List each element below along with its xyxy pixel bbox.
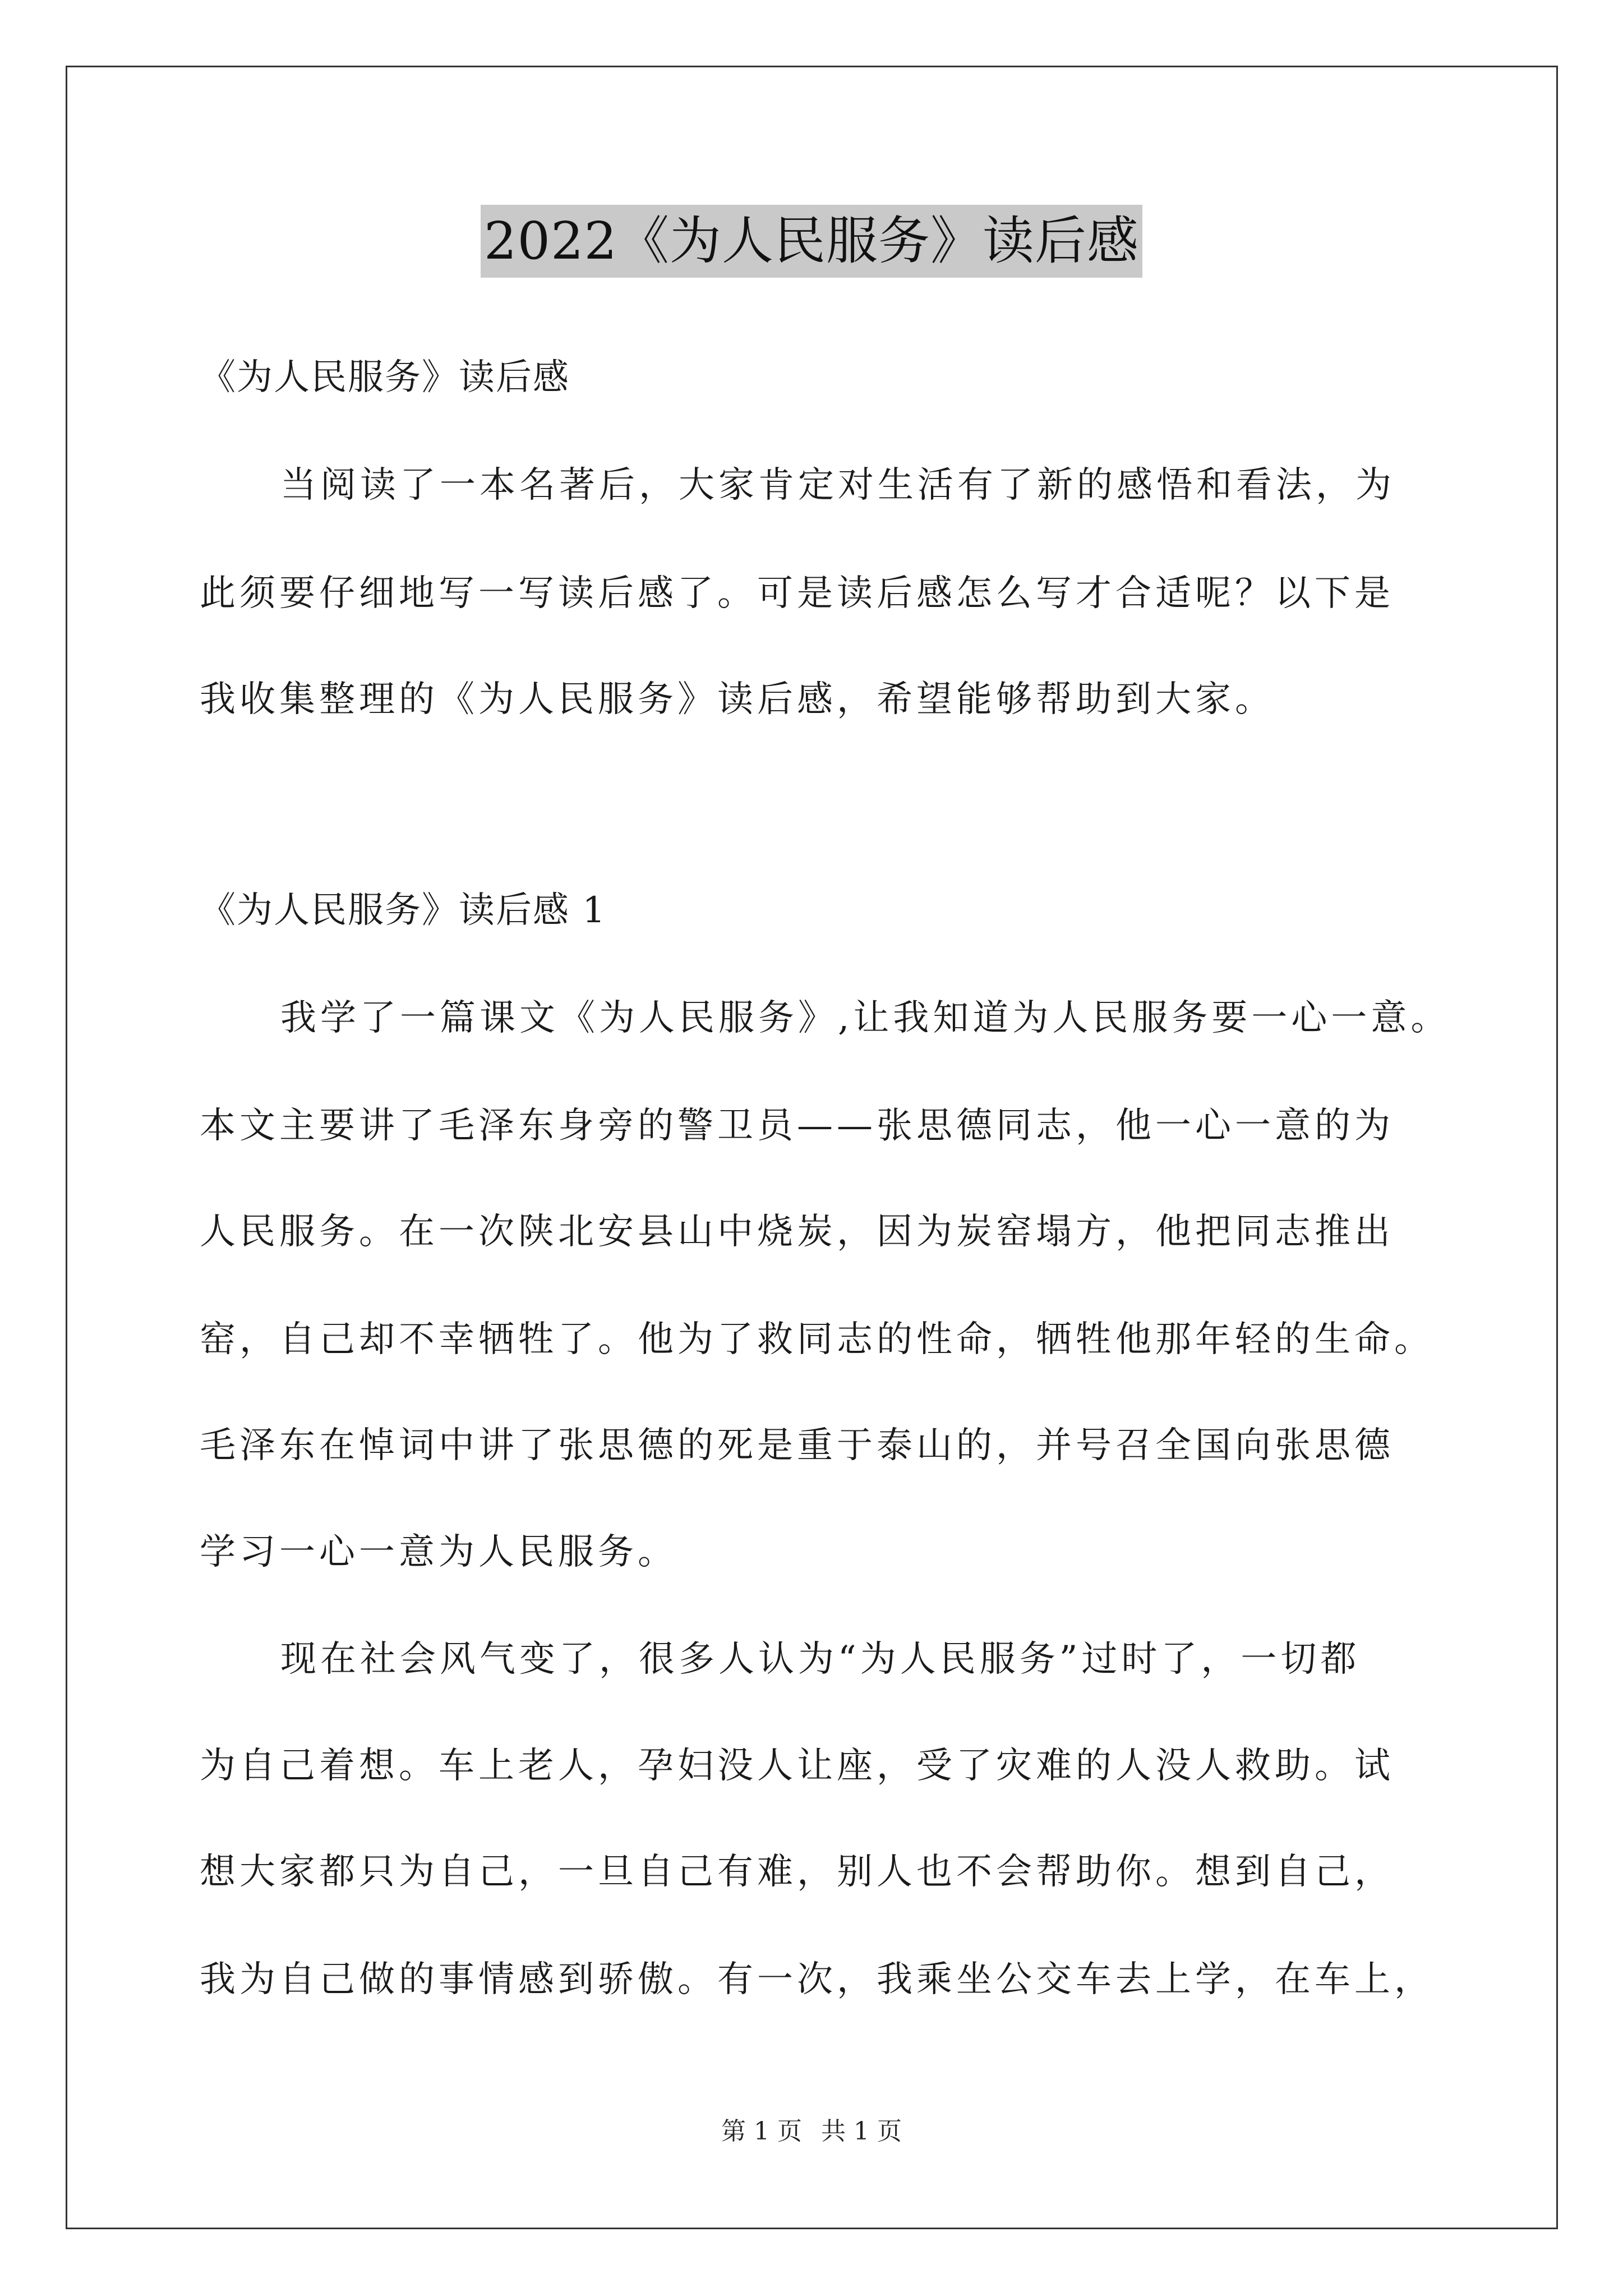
paragraph-line: 现在社会风气变了，很多人认为“为人民服务”过时了，一切都	[280, 1639, 1361, 1680]
paragraph-line: 本文主要讲了毛泽东身旁的警卫员——张思德同志，他一心一意的为	[200, 1105, 1394, 1147]
intro-line: 此须要仔细地写一写读后感了。可是读后感怎么写才合适呢？以下是	[200, 573, 1394, 614]
paragraph-line: 毛泽东在悼词中讲了张思德的死是重于泰山的，并号召全国向张思德	[200, 1425, 1394, 1466]
section-heading: 《为人民服务》读后感 1	[200, 890, 607, 931]
paragraph-line: 想大家都只为自己，一旦自己有难，别人也不会帮助你。想到自己，	[200, 1851, 1394, 1893]
page-total: 共 1 页	[821, 2117, 902, 2146]
paragraph-line: 为自己着想。车上老人，孕妇没人让座，受了灾难的人没人救助。试	[200, 1745, 1394, 1787]
paragraph-line: 窑，自己却不幸牺牲了。他为了救同志的性命，牺牲他那年轻的生命。	[200, 1319, 1434, 1360]
paragraph-line: 人民服务。在一次陕北安县山中烧炭，因为炭窑塌方，他把同志推出	[200, 1211, 1394, 1253]
paragraph-line: 我学了一篇课文《为人民服务》,让我知道为人民服务要一心一意。	[280, 997, 1451, 1039]
intro-line: 当阅读了一本名著后，大家肯定对生活有了新的感悟和看法，为	[280, 464, 1395, 506]
document-subtitle: 《为人民服务》读后感	[200, 357, 570, 398]
page-number: 第 1 页	[721, 2117, 802, 2146]
page-footer	[0, 2115, 1623, 2148]
intro-line: 我收集整理的《为人民服务》读后感，希望能够帮助到大家。	[200, 679, 1275, 720]
title-container	[0, 205, 1623, 278]
paragraph-line: 学习一心一意为人民服务。	[200, 1531, 677, 1573]
paragraph-line: 我为自己做的事情感到骄傲。有一次，我乘坐公交车去上学，在车上，	[200, 1959, 1434, 2000]
document-title: 2022《为人民服务》读后感	[481, 205, 1142, 278]
